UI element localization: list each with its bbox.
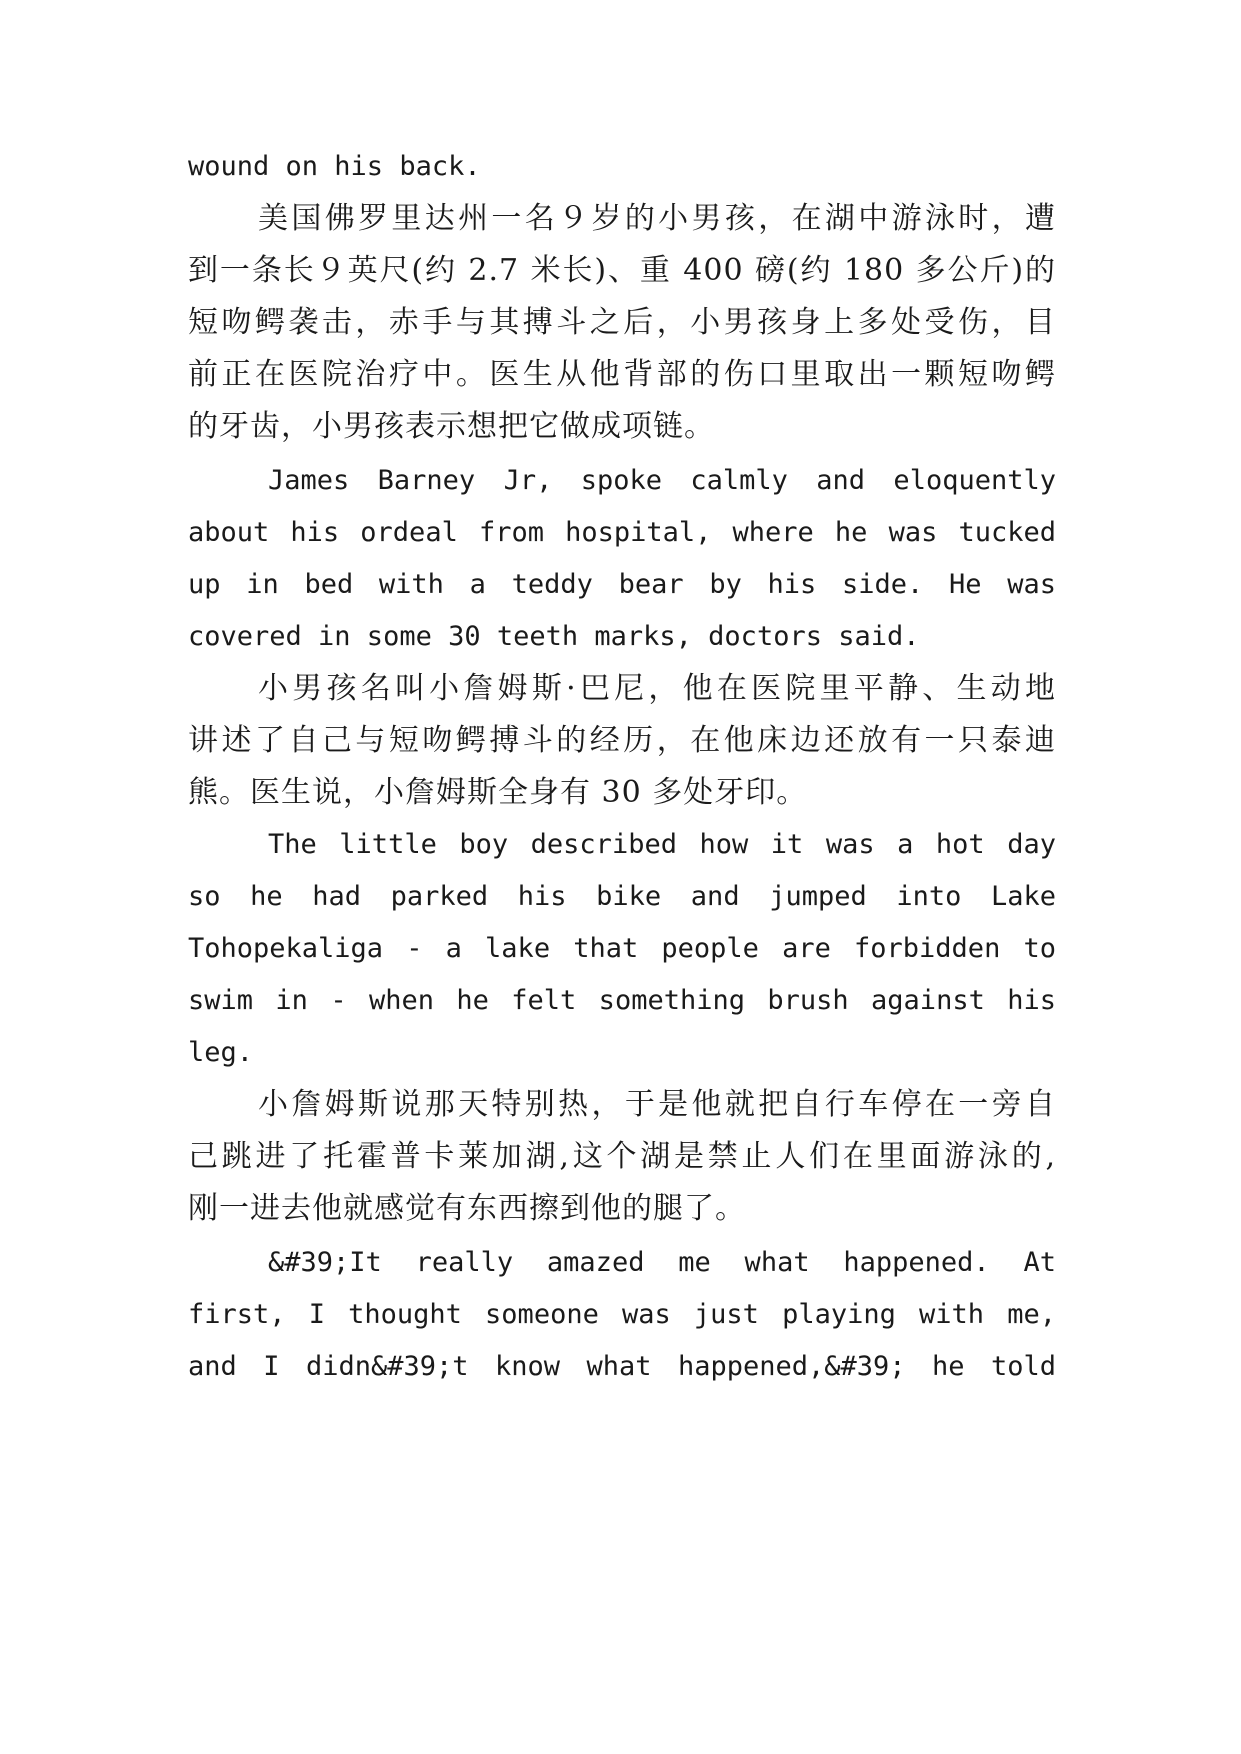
text-line: &#39;It really amazed me what happened. At [268,1247,1056,1278]
text-line: 短吻鳄袭击，赤手与其搏斗之后，小男孩身上多处受伤，目 [188,305,1056,340]
text-line: about his ordeal from hospital, where he was tucked [188,517,1056,548]
text-line: 前正在医院治疗中。医生从他背部的伤口里取出一颗短吻鳄 [188,357,1056,392]
text-line: 小詹姆斯说那天特别热，于是他就把自行车停在一旁自 [258,1087,1056,1122]
text-line: leg. [188,1037,254,1068]
text-line: 己跳进了托霍普卡莱加湖,这个湖是禁止人们在里面游泳的, [188,1139,1056,1174]
text-line: 到一条长９英尺(约 2.7 米长)、重 400 磅(约 180 多公斤)的 [188,253,1056,288]
text-line: wound on his back. [188,151,481,182]
text-line: Tohopekaliga - a lake that people are forbidden to [188,933,1056,964]
text-line: so he had parked his bike and jumped into Lake [188,881,1056,912]
text-line: 讲述了自己与短吻鳄搏斗的经历，在他床边还放有一只泰迪 [188,723,1056,758]
text-line: 的牙齿，小男孩表示想把它做成项链。 [188,409,715,444]
text-line: 美国佛罗里达州一名９岁的小男孩，在湖中游泳时，遭 [258,201,1056,236]
text-line: James Barney Jr, spoke calmly and eloquently [268,465,1056,496]
text-line: covered in some 30 teeth marks, doctors said. [188,621,920,652]
text-line: 小男孩名叫小詹姆斯·巴尼，他在医院里平静、生动地 [258,671,1056,706]
text-line: 刚一进去他就感觉有东西擦到他的腿了。 [188,1191,746,1226]
text-line: 熊。医生说，小詹姆斯全身有 30 多处牙印。 [188,775,808,810]
text-line: swim in - when he felt something brush against his [188,985,1056,1016]
text-line: first, I thought someone was just playing with me, [188,1299,1056,1330]
text-line: and I didn&#39;t know what happened,&#39; he told [188,1351,1056,1382]
text-line: up in bed with a teddy bear by his side. He was [188,569,1056,600]
text-line: The little boy described how it was a hot day [268,829,1056,860]
